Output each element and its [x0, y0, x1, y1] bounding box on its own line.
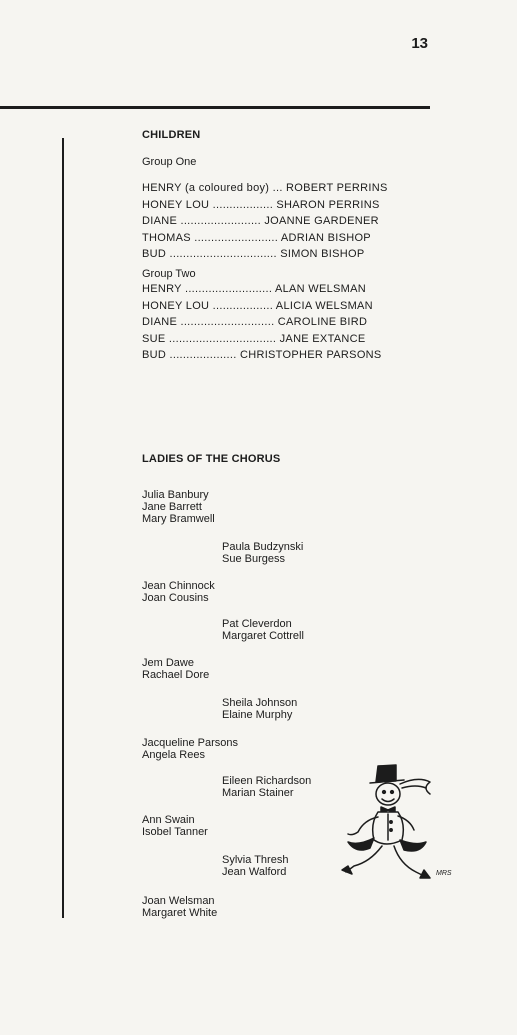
- group-two-cast-list: [142, 281, 429, 364]
- chorus-name: Sylvia Thresh: [222, 854, 289, 866]
- chorus-name: Pat Cleverdon: [222, 618, 292, 630]
- chorus-name: Margaret White: [142, 907, 218, 919]
- chorus-name: Ann Swain: [142, 814, 195, 826]
- chorus-name: Elaine Murphy: [222, 709, 293, 721]
- cast-row: BUD .................... CHRISTOPHER PARSONS: [142, 349, 382, 362]
- chorus-name: Jacqueline Parsons: [142, 737, 239, 749]
- chorus-name: Julia Banbury: [142, 489, 209, 501]
- chorus-name: Paula Budzynski: [222, 541, 304, 553]
- children-heading: CHILDREN: [142, 129, 201, 141]
- chorus-name: Isobel Tanner: [142, 826, 208, 838]
- cast-row: DIANE ............................ CAROLINE BIRD: [142, 316, 368, 329]
- illustrator-signature: MRS: [436, 870, 452, 877]
- cast-row: BUD ................................ SIMON BISHOP: [142, 248, 365, 261]
- cast-row: HONEY LOU .................. ALICIA WELSMAN: [142, 299, 373, 312]
- cast-row: THOMAS ......................... ADRIAN BISHOP: [142, 231, 371, 244]
- chorus-name: Jem Dawe: [142, 657, 194, 669]
- chorus-name: Marian Stainer: [222, 787, 294, 799]
- chorus-name: Eileen Richardson: [222, 775, 312, 787]
- cast-row: HONEY LOU .................. SHARON PERRINS: [142, 198, 380, 211]
- group-two-label: Group Two: [142, 268, 196, 280]
- chorus-name: Jean Chinnock: [142, 580, 215, 592]
- chorus-name: Angela Rees: [142, 749, 205, 761]
- chorus-name: Jane Barrett: [142, 501, 202, 513]
- page-number: 13: [411, 35, 428, 52]
- chorus-heading: LADIES OF THE CHORUS: [142, 453, 281, 465]
- chorus-name: Jean Walford: [222, 866, 287, 878]
- side-rule: [62, 138, 64, 918]
- chorus-name: Sheila Johnson: [222, 697, 298, 709]
- chorus-name: Mary Bramwell: [142, 513, 215, 525]
- group-one-cast-list: [142, 180, 429, 263]
- chorus-name: Joan Welsman: [142, 895, 215, 907]
- chorus-name: Margaret Cottrell: [222, 630, 304, 642]
- cast-row: HENRY .......................... ALAN WELSMAN: [142, 283, 366, 295]
- dancing-minstrel-illustration: [330, 762, 440, 887]
- cast-row: SUE ................................ JANE EXTANCE: [142, 332, 366, 345]
- cast-row: DIANE ........................ JOANNE GARDENER: [142, 215, 379, 228]
- chorus-name: Sue Burgess: [222, 553, 285, 565]
- top-rule: [0, 106, 430, 109]
- chorus-name: Joan Cousins: [142, 592, 209, 604]
- group-one-label: Group One: [142, 156, 197, 168]
- chorus-name: Rachael Dore: [142, 669, 210, 681]
- cast-row: HENRY (a coloured boy) ... ROBERT PERRINS: [142, 182, 388, 194]
